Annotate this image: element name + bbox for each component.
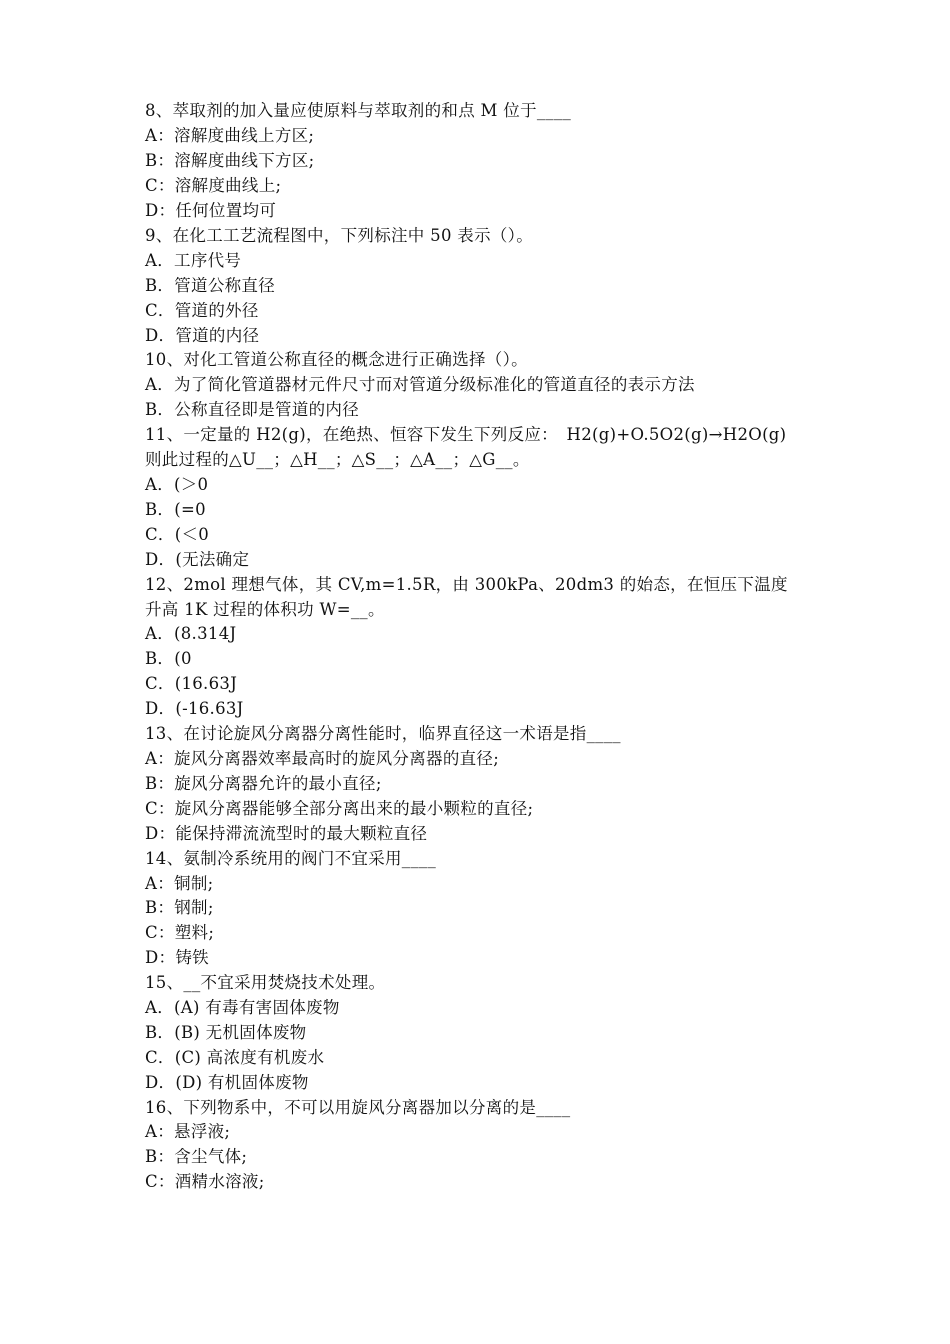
option-line: C．(＜0 xyxy=(145,525,210,544)
option-line: C：旋风分离器能够全部分离出来的最小颗粒的直径; xyxy=(145,799,534,818)
option-line: A：旋风分离器效率最高时的旋风分离器的直径; xyxy=(145,749,500,768)
option-line: A．(＞0 xyxy=(145,475,209,494)
option-line: C：酒精水溶液; xyxy=(145,1172,265,1191)
question-12-continued: 升高 1K 过程的体积功 W=__。 xyxy=(145,600,385,619)
option-line: B．管道公称直径 xyxy=(145,276,276,295)
option-line: B：旋风分离器允许的最小直径; xyxy=(145,774,382,793)
option-line: A．(A) 有毒有害固体废物 xyxy=(145,998,340,1017)
option-line: D．(D) 有机固体废物 xyxy=(145,1073,309,1092)
option-line: D：铸铁 xyxy=(145,948,209,967)
option-line: B：含尘气体; xyxy=(145,1147,248,1166)
question-13: 13、在讨论旋风分离器分离性能时，临界直径这一术语是指____ xyxy=(145,724,621,743)
question-8: 8、萃取剂的加入量应使原料与萃取剂的和点 M 位于____ xyxy=(145,101,572,120)
option-line: C．(16.63J xyxy=(145,674,238,693)
question-9: 9、在化工工艺流程图中，下列标注中 50 表示（）。 xyxy=(145,226,534,245)
question-12: 12、2mol 理想气体，其 CV,m=1.5R，由 300kPa、20dm3 的始态，在恒压下温度 xyxy=(145,575,788,594)
option-line: A．为了简化管道器材元件尺寸而对管道分级标准化的管道直径的表示方法 xyxy=(145,375,695,394)
option-line: B．(0 xyxy=(145,649,192,668)
option-line: D．管道的内径 xyxy=(145,326,260,345)
option-line: B．公称直径即是管道的内径 xyxy=(145,400,360,419)
question-15: 15、__不宜采用焚烧技术处理。 xyxy=(145,973,386,992)
option-line: D．(无法确定 xyxy=(145,550,250,569)
option-line: C：塑料; xyxy=(145,923,215,942)
question-11: 11、一定量的 H2(g)，在绝热、恒容下发生下列反应： H2(g)+O.5O2(g)→H2O(g) xyxy=(145,425,787,444)
option-line: B：溶解度曲线下方区; xyxy=(145,151,315,170)
question-16: 16、下列物系中，不可以用旋风分离器加以分离的是____ xyxy=(145,1098,571,1117)
option-line: B：钢制; xyxy=(145,898,214,917)
option-line: A．工序代号 xyxy=(145,251,242,270)
question-14: 14、氨制冷系统用的阀门不宜采用____ xyxy=(145,849,436,868)
question-11-continued: 则此过程的△U__；△H__；△S__；△A__；△G__。 xyxy=(145,450,530,469)
option-line: A．(8.314J xyxy=(145,624,237,643)
option-line: C：溶解度曲线上; xyxy=(145,176,282,195)
option-line: A：溶解度曲线上方区; xyxy=(145,126,315,145)
option-line: B．(=0 xyxy=(145,500,206,519)
option-line: C．管道的外径 xyxy=(145,301,259,320)
option-line: B．(B) 无机固体废物 xyxy=(145,1023,307,1042)
option-line: A：铜制; xyxy=(145,874,214,893)
question-10: 10、对化工管道公称直径的概念进行正确选择（）。 xyxy=(145,350,528,369)
option-line: D：任何位置均可 xyxy=(145,201,277,220)
option-line: D：能保持滞流流型时的最大颗粒直径 xyxy=(145,824,428,843)
option-line: A：悬浮液; xyxy=(145,1122,231,1141)
option-line: C．(C) 高浓度有机废水 xyxy=(145,1048,325,1067)
option-line: D．(-16.63J xyxy=(145,699,244,718)
